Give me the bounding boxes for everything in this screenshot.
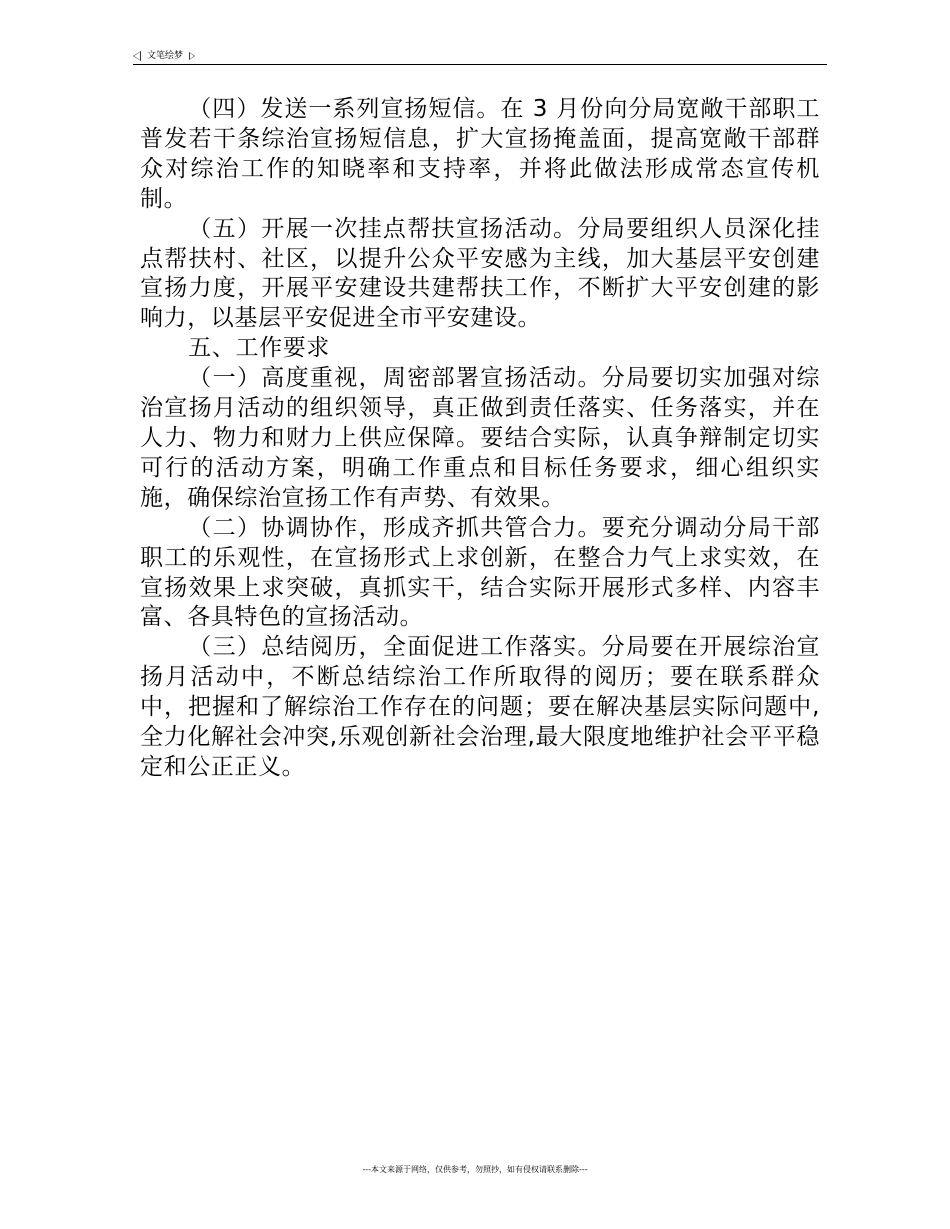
paragraph-item-4: （四）发送一系列宣扬短信。在 3 月份向分局宽敞干部职工普发若干条综治宣扬短信息，扩大宣扬掩盖面，提高宽敞干部群众对综治工作的知晓率和支持率，并将此做法形成常态宣传机制。 — [140, 96, 820, 212]
triangle-right-icon — [189, 52, 195, 60]
triangle-left-icon — [133, 51, 141, 61]
header-title: 文笔绘梦 — [147, 51, 184, 61]
paragraph-requirement-3: （三）总结阅历，全面促进工作落实。分局要在开展综治宣扬月活动中，不断总结综治工作所取得的阅历；要在联系群众中，把握和了解综治工作存在的问题；要在解决基层实际问题中,全力化解社会冲突,乐观创新社会治理,最大限度地维护社会平平稳定和公正正义。 — [140, 634, 820, 780]
page-header — [133, 48, 827, 64]
section-heading: 五、工作要求 — [188, 335, 330, 362]
paragraph-item-5: （五）开展一次挂点帮扶宣扬活动。分局要组织人员深化挂点帮扶村、社区，以提升公众平安感为主线，加大基层平安创建宣扬力度，开展平安建设共建帮扶工作，不断扩大平安创建的影响力，以基层平安促进全市平安建设。 — [140, 215, 820, 332]
document-body — [140, 95, 820, 783]
header-divider — [133, 64, 827, 65]
paragraph-requirement-2: （二）协调协作，形成齐抓共管合力。要充分调动分局干部职工的乐观性，在宣扬形式上求创新，在整合力气上求实效，在宣扬效果上求突破，真抓实干，结合实际开展形式多样、内容丰富、各具特色的宣扬活动。 — [140, 514, 820, 631]
paragraph-requirement-1: （一）高度重视，周密部署宣扬活动。分局要切实加强对综治宣扬月活动的组织领导，真正做到责任落实、任务落实，并在人力、物力和财力上供应保障。要结合实际，认真争辩制定切实可行的活动方案，明确工作重点和目标任务要求，细心组织实施，确保综治宣扬工作有声势、有效果。 — [140, 365, 820, 511]
page-footer: ---本文来源于网络，仅供参考，勿照抄，如有侵权请联系删除--- — [362, 1165, 588, 1174]
